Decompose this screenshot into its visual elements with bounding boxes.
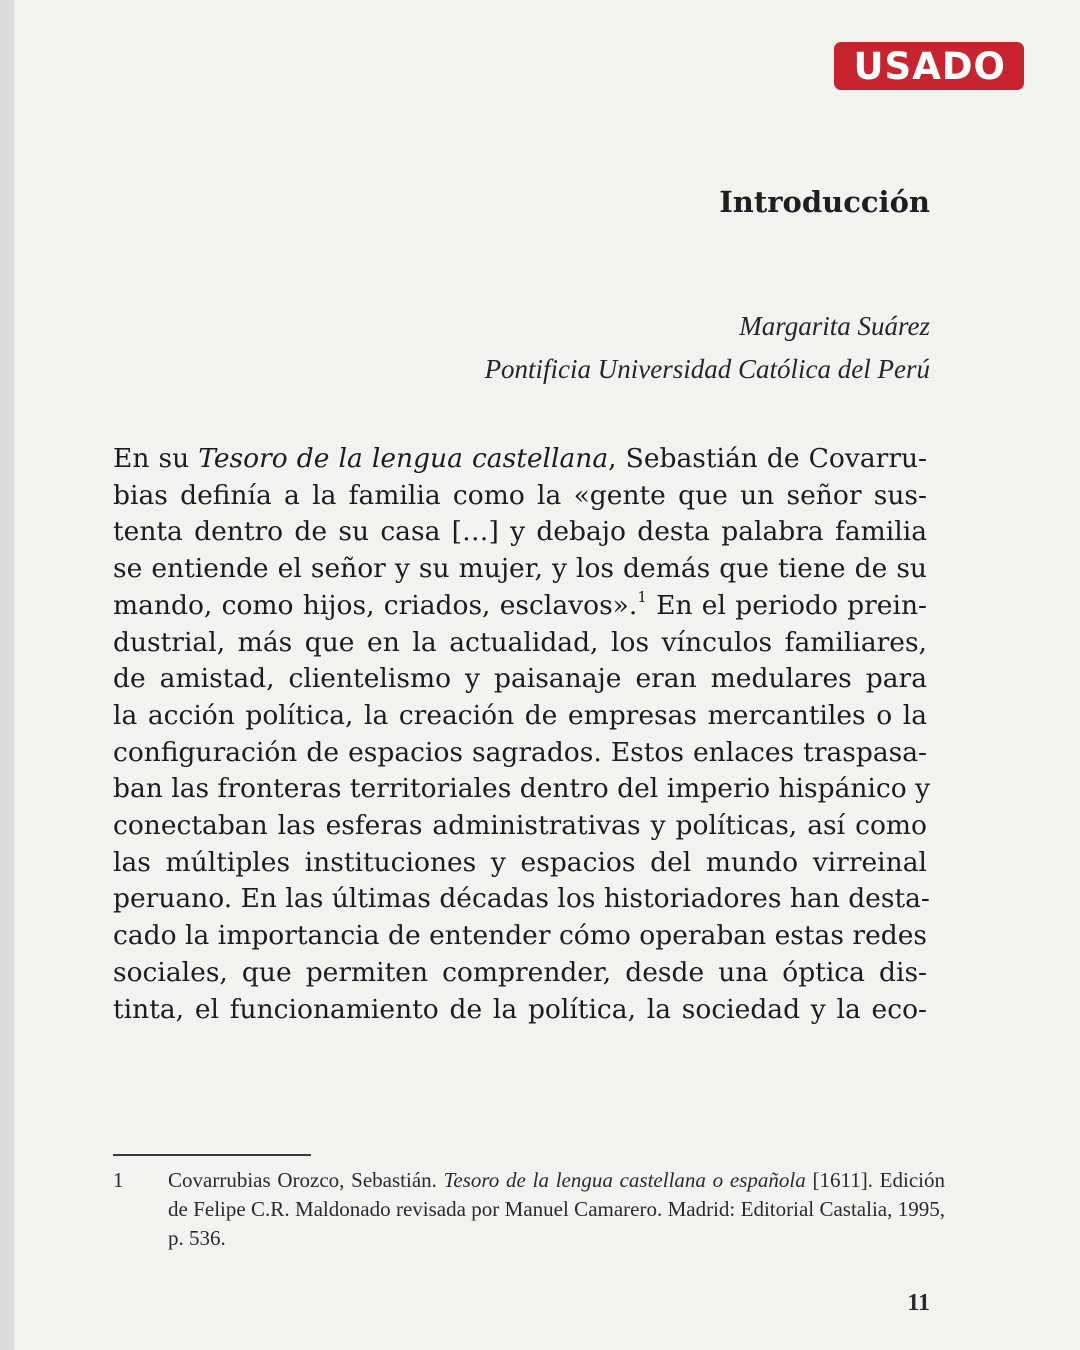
footnote-divider (113, 1154, 311, 1156)
footnote-number: 1 (113, 1168, 124, 1192)
show-through-text (109, 0, 949, 36)
footnote-book-title: Tesoro de la lengua castellana o española (443, 1168, 806, 1192)
author-affiliation: Pontificia Universidad Católica del Perú (484, 354, 930, 384)
body-line: mando, como hijos, criados, esclavos».$^1$ En el periodo prein- (113, 587, 927, 621)
body-text (113, 441, 931, 1028)
footnote (113, 1166, 945, 1253)
body-line: conectaban las esferas administrativas y políticas, así como (113, 810, 927, 842)
body-paragraph (113, 441, 931, 1028)
body-line: configuración de espacios sagrados. Estos enlaces traspasa- (113, 736, 927, 768)
body-line: En su Tesoro de la lengua castellana, Sebastián de Covarru- (113, 443, 928, 474)
body-line: tenta dentro de su casa […] y debajo desta palabra familia (113, 516, 927, 548)
body-line: de amistad, clientelismo y paisanaje eran medulares para (113, 663, 927, 695)
chapter-title: Introducción (719, 185, 930, 219)
page-number: 11 (907, 1290, 930, 1316)
body-line: las múltiples instituciones y espacios del mundo virreinal (113, 846, 927, 878)
author-name: Margarita Suárez (739, 311, 930, 341)
body-line: sociales, que permiten comprender, desde una óptica dis- (113, 956, 927, 988)
body-line: se entiende el señor y su mujer, y los demás que tiene de su (113, 553, 927, 585)
body-line: tinta, el funcionamiento de la política, la sociedad y la eco- (113, 993, 927, 1025)
book-title-italic: Tesoro de la lengua castellana (198, 443, 609, 474)
body-line: dustrial, más que en la actualidad, los vínculos familiares, (113, 626, 927, 658)
footnote-text: Covarrubias Orozco, Sebastián. Tesoro de la lengua castellana o española [1611]. Edición de Felipe C.R. Maldonado revisada por Manuel Camarero. Madrid: Editorial Castalia, 1995, p. 536. (168, 1168, 945, 1250)
chapter-byline (485, 305, 930, 391)
body-line: peruano. En las últimas décadas los historiadores han desta- (113, 883, 930, 915)
book-page (14, 0, 1080, 1350)
body-line: ban las fronteras territoriales dentro del imperio hispánico y (113, 773, 931, 805)
body-line: bias definía a la familia como la «gente que un señor sus- (113, 479, 927, 511)
used-condition-badge: USADO (834, 42, 1025, 90)
body-line: la acción política, la creación de empresas mercantiles o la (113, 699, 927, 731)
footnote-reference[interactable]: 1 (637, 587, 647, 606)
body-line: cado la importancia de entender cómo operaban estas redes (113, 920, 927, 952)
